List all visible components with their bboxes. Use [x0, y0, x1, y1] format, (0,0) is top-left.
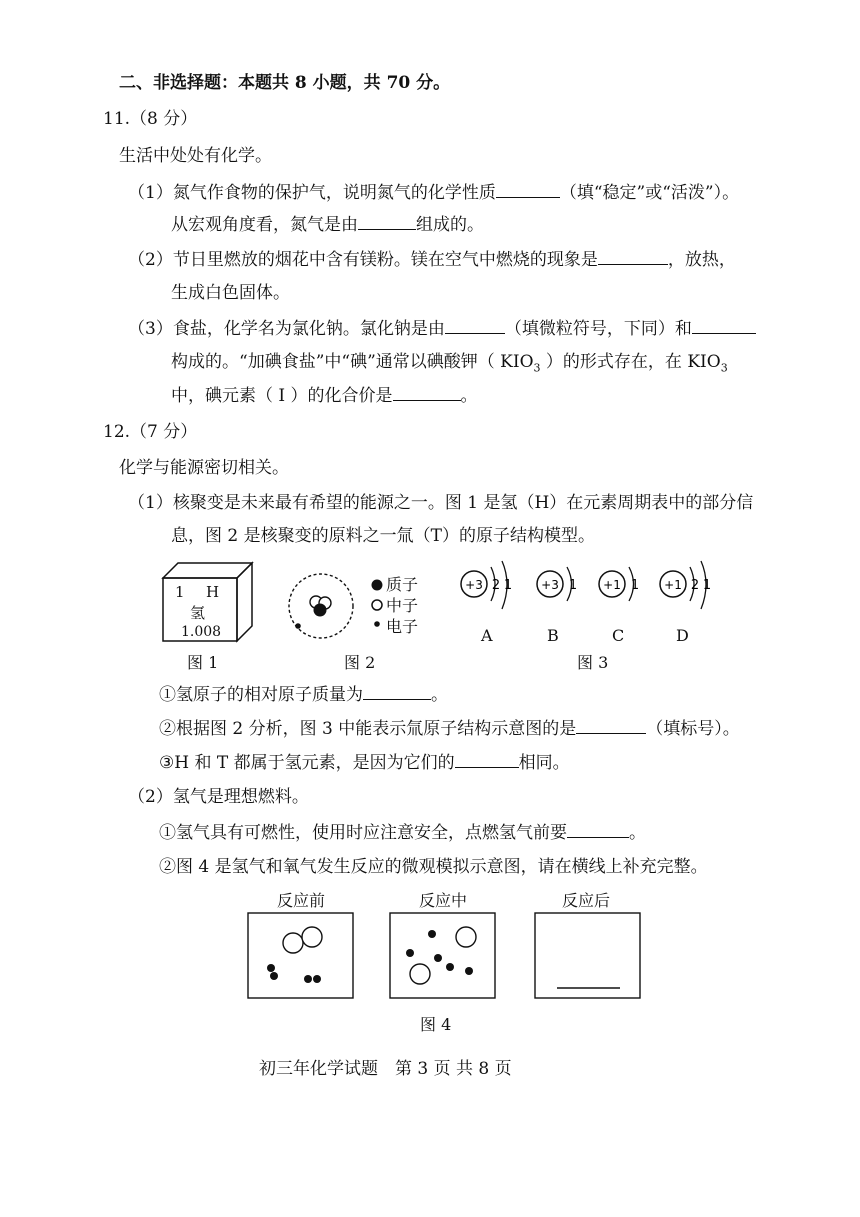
q11-part3-line2: 构成的。“加碘食盐”中“碘”通常以碘酸钾（ $KIO_3$ ）的形式存在，在 $KIO_3$	[171, 352, 728, 375]
q11-part1-line2: 从宏观角度看，氮气是由 组成的。	[171, 215, 484, 235]
element-name: 氢	[190, 604, 206, 622]
fig4-title-before: 反应前	[277, 891, 326, 910]
element-mass: 1.008	[181, 624, 222, 640]
atom-d-label: D	[676, 626, 689, 645]
answer-blank[interactable]	[363, 683, 431, 700]
answer-blank[interactable]	[576, 717, 646, 734]
q12-part1-line2: 息，图 2 是核聚变的原料之一氚（T）的原子结构模型。	[171, 526, 595, 546]
fig4-title-after: 反应后	[562, 891, 611, 910]
atom-d-diagram	[660, 561, 711, 609]
q12-intro: 化学与能源密切相关。	[119, 458, 289, 478]
q11-part3-line1: （3）食盐，化学名为氯化钠。氯化钠是由 （填微粒符号，下同）和	[128, 317, 756, 340]
svg-text:1: 1	[568, 578, 578, 593]
figure3-structure-diagrams	[455, 555, 725, 625]
svg-text:1: 1	[630, 578, 640, 593]
q12-part2-sub2: ②图 4 是氢气和氧气发生反应的微观模拟示意图，请在横线上补充完整。	[159, 857, 708, 877]
legend-neutron: 中子	[386, 596, 419, 615]
answer-blank[interactable]	[598, 248, 668, 265]
element-symbol: H	[206, 583, 220, 601]
q12-part2: （2）氢气是理想燃料。	[128, 787, 309, 807]
q12-part1-line1: （1）核聚变是未来最有希望的能源之一。图 1 是氢（H）在元素周期表中的部分信	[128, 493, 754, 513]
figure4-reaction-diagram	[245, 910, 685, 1002]
atom-b-diagram	[537, 567, 577, 601]
answer-blank[interactable]	[358, 213, 416, 230]
q11-part2-line2: 生成白色固体。	[171, 283, 290, 303]
figure2-atom-model	[285, 570, 365, 642]
answer-blank[interactable]	[496, 181, 560, 198]
svg-text:2: 2	[491, 578, 501, 593]
q11-header: 11.（8 分）	[103, 109, 198, 129]
answer-blank[interactable]	[455, 751, 519, 768]
atom-a-diagram	[461, 561, 512, 609]
q12-sub2: ②根据图 2 分析，图 3 中能表示氚原子结构示意图的是 （填标号）。	[159, 719, 740, 739]
q11-part1-line1: （1）氮气作食物的保护气，说明氮气的化学性质 （填“稳定”或“活泼”）。	[128, 183, 740, 203]
section-heading: 二、非选择题：本题共 8 小题，共 70 分。	[119, 73, 451, 93]
figure4-caption: 图 4	[420, 1015, 452, 1034]
answer-blank[interactable]	[692, 317, 756, 334]
figure3-caption: 图 3	[577, 653, 609, 672]
q12-sub1: ①氢原子的相对原子质量为 。	[159, 685, 448, 705]
q12-part2-sub1: ①氢气具有可燃性，使用时应注意安全，点燃氢气前要 。	[159, 823, 646, 843]
answer-blank[interactable]	[445, 317, 505, 334]
legend-proton: 质子	[386, 575, 419, 594]
figure2-caption: 图 2	[344, 653, 376, 672]
page-footer: 初三年化学试题 第 3 页 共 8 页	[259, 1059, 512, 1079]
svg-text:2: 2	[690, 578, 700, 593]
fig4-title-during: 反应中	[419, 891, 468, 910]
svg-text:1: 1	[702, 578, 712, 593]
q12-header: 12.（7 分）	[103, 422, 198, 442]
q11-part3-line3: 中，碘元素（ I ）的化合价是 。	[171, 386, 478, 406]
during-box	[390, 913, 495, 998]
atom-b-nucleus: +3	[541, 578, 559, 592]
atom-a-nucleus: +3	[465, 578, 483, 592]
atom-c-nucleus: +1	[603, 578, 621, 592]
before-box	[248, 913, 353, 998]
atom-c-diagram	[599, 567, 639, 601]
element-number: 1	[175, 583, 185, 601]
q12-sub3: ③H 和 T 都属于氢元素，是因为它们的 相同。	[159, 753, 570, 773]
answer-blank[interactable]	[393, 384, 461, 401]
figure1-caption: 图 1	[187, 653, 219, 672]
legend-electron: 电子	[386, 617, 419, 636]
atom-b-label: B	[547, 626, 559, 645]
atom-d-nucleus: +1	[664, 578, 682, 592]
atom-c-label: C	[612, 626, 625, 645]
q11-intro: 生活中处处有化学。	[119, 146, 272, 166]
svg-text:1: 1	[503, 578, 513, 593]
answer-blank[interactable]	[567, 821, 629, 838]
after-box	[535, 913, 640, 998]
atom-a-label: A	[481, 626, 493, 645]
q11-part2-line1: （2）节日里燃放的烟花中含有镁粉。镁在空气中燃烧的现象是 ，放热，	[128, 250, 736, 270]
figure2-legend-symbols	[370, 578, 384, 632]
